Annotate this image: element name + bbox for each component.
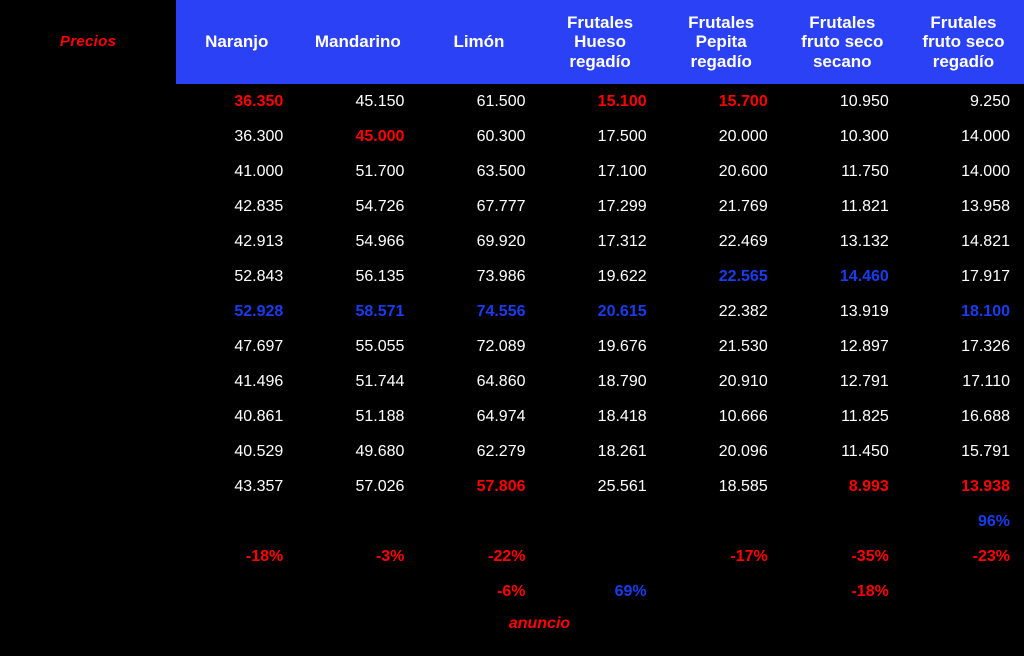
header-line: Naranjo [205,32,269,52]
header-line: Mandarino [314,32,401,52]
table-row [0,504,1024,539]
header-line: fruto seco [922,32,1005,52]
table-cell: 47.697 [234,337,284,355]
table-cell: 72.089 [476,337,526,355]
table-cell: 64.974 [476,407,526,425]
table-cell: 15.100 [597,92,647,110]
table-cell [297,574,418,609]
table-cell: -35% [851,547,889,565]
table-cell: 18.585 [718,477,768,495]
table-cell: -18% [245,547,284,565]
table-cell: 69.920 [476,232,526,250]
table-cell: 51.700 [355,162,405,180]
table-cell: 61.500 [476,92,526,110]
table-cell: 15.700 [718,92,768,110]
row-label [0,154,176,189]
footer-note: anuncio [508,615,571,632]
table-cell: 14.460 [839,267,889,285]
header-line: Frutales [688,12,755,32]
table-cell: 10.950 [839,92,889,110]
table-cell: 36.350 [234,92,284,110]
table-cell: 17.110 [962,372,1010,390]
table-cell: 13.958 [961,197,1010,215]
table-cell [418,504,539,539]
table-cell: 54.726 [355,197,405,215]
table-cell [661,504,782,539]
row-label [0,469,176,504]
table-cell: 14.821 [961,232,1010,250]
table-cell: 63.500 [476,162,526,180]
column-header-mandarino [297,0,418,84]
table-cell [297,504,418,539]
table-cell: 17.917 [961,267,1010,285]
table-cell: 54.966 [355,232,405,250]
table-cell: 64.860 [476,372,526,390]
table-cell [176,504,297,539]
table-cell: 22.565 [718,267,768,285]
table-cell: 20.615 [597,302,647,320]
table-cell: 21.769 [718,197,768,215]
header-line: regadío [690,51,752,71]
table-row [0,294,1024,329]
table-row [0,469,1024,504]
table-cell: 41.496 [234,372,284,390]
table-cell: 58.571 [355,302,405,320]
table-row [0,434,1024,469]
header-line: Frutales [809,12,876,32]
header-line: Hueso [574,32,627,52]
table-cell: 19.622 [597,267,647,285]
header-line: fruto seco [801,32,884,52]
header-line: regadío [932,51,995,71]
column-header-frutales-hueso-regadio [540,0,661,84]
table-cell: 12.791 [839,372,889,390]
table-cell: 20.910 [718,372,768,390]
row-label [0,364,176,399]
table-footer [0,609,1024,639]
row-label [0,259,176,294]
table-cell: -22% [488,547,526,565]
table-cell: 57.806 [476,477,526,495]
table-cell: 62.279 [476,442,526,460]
table-cell: 51.188 [355,407,405,425]
footer-spacer [0,609,176,639]
table-cell: 10.300 [839,127,889,145]
row-label [0,539,176,574]
table-row [0,189,1024,224]
table-row [0,259,1024,294]
table-row [0,329,1024,364]
footer-spacer [297,609,418,639]
table-row [0,84,1024,119]
table-cell: 67.777 [476,197,526,215]
footer-note-row [0,609,1024,639]
header-line: secano [812,51,872,71]
table-cell: 14.000 [961,127,1010,145]
table-cell: 21.530 [718,337,768,355]
table-cell: 20.600 [718,162,768,180]
table-cell: 52.843 [234,267,284,285]
table-cell: 20.096 [718,442,768,460]
table-cell: 15.791 [961,442,1010,460]
table-cell: 22.382 [718,302,768,320]
table-row [0,399,1024,434]
column-header-frutales-fruto-seco-secano [782,0,903,84]
row-label [0,504,176,539]
table-cell: 96% [977,512,1010,530]
table-cell: 69% [614,582,647,600]
table-row [0,539,1024,574]
header-line: Frutales [930,12,997,32]
table-cell: 18.261 [597,442,647,460]
table-body [0,84,1024,609]
table-cell: 18.790 [597,372,647,390]
footer-spacer [661,609,782,639]
table-cell: 73.986 [476,267,526,285]
table-cell: 17.299 [597,197,647,215]
table-cell: 11.450 [841,442,889,460]
row-label [0,329,176,364]
table-cell: 9.250 [969,92,1010,110]
row-label [0,294,176,329]
row-label [0,434,176,469]
table-cell: 17.312 [597,232,647,250]
table-cell: 10.666 [718,407,768,425]
table-cell [540,504,661,539]
table-header-row [0,0,1024,84]
column-header-naranjo [176,0,297,84]
table-cell: 55.055 [355,337,405,355]
table-cell: 40.529 [234,442,284,460]
table-row [0,154,1024,189]
table-cell: 13.938 [961,477,1010,495]
table-row [0,224,1024,259]
corner-label-cell [0,0,176,84]
table-cell [661,574,782,609]
corner-label-text: Precios [59,33,117,50]
table-cell: -18% [851,582,889,600]
table-cell: 60.300 [476,127,526,145]
table-cell: 56.135 [355,267,405,285]
row-label [0,574,176,609]
table-cell: 43.357 [234,477,284,495]
table-cell: 11.750 [841,162,889,180]
table-cell: 18.100 [961,302,1010,320]
table-cell: 17.500 [597,127,647,145]
table-cell: 20.000 [718,127,768,145]
row-label [0,224,176,259]
table-row [0,574,1024,609]
table-row [0,364,1024,399]
table-cell: 19.676 [597,337,647,355]
table-cell: 13.132 [839,232,889,250]
table-cell: 74.556 [476,302,526,320]
table-cell: 14.000 [961,162,1010,180]
table-cell: 52.928 [234,302,284,320]
header-line: Pepita [695,32,747,52]
row-label [0,84,176,119]
table-cell: 42.835 [234,197,284,215]
table-cell: 17.326 [961,337,1010,355]
table-cell: -23% [972,547,1010,565]
table-cell [540,539,661,574]
column-header-limon [418,0,539,84]
table-cell: 49.680 [355,442,405,460]
table-cell: 18.418 [597,407,647,425]
row-label [0,399,176,434]
table-cell: 42.913 [234,232,284,250]
footer-spacer [176,609,297,639]
table-cell: 40.861 [234,407,284,425]
table-cell [782,504,903,539]
table-cell: 25.561 [597,477,647,495]
table-cell: 17.100 [597,162,647,180]
table-cell: -3% [375,547,405,565]
table-cell: 51.744 [355,372,405,390]
table-cell: 8.993 [848,477,889,495]
footer-spacer [782,609,903,639]
row-label [0,189,176,224]
table-row [0,119,1024,154]
table-cell: 41.000 [234,162,284,180]
column-header-frutales-fruto-seco-regadio [903,0,1024,84]
header-line: Frutales [566,12,634,32]
table-cell [176,574,297,609]
table-cell: 16.688 [961,407,1010,425]
column-header-frutales-pepita-regadio [661,0,782,84]
table-cell: 45.150 [355,92,405,110]
table-cell [903,574,1024,609]
header-line: Limón [453,32,505,52]
table-cell: 11.821 [841,197,889,215]
table-cell: 57.026 [355,477,405,495]
row-label [0,119,176,154]
header-line: regadío [569,51,631,71]
table-cell: -6% [497,582,526,600]
table-cell: 11.825 [841,407,889,425]
table-cell: 36.300 [234,127,284,145]
table-cell: -17% [730,547,768,565]
table-cell: 13.919 [839,302,889,320]
table-cell: 45.000 [355,127,405,145]
table-cell: 12.897 [839,337,889,355]
table-cell: 22.469 [718,232,768,250]
